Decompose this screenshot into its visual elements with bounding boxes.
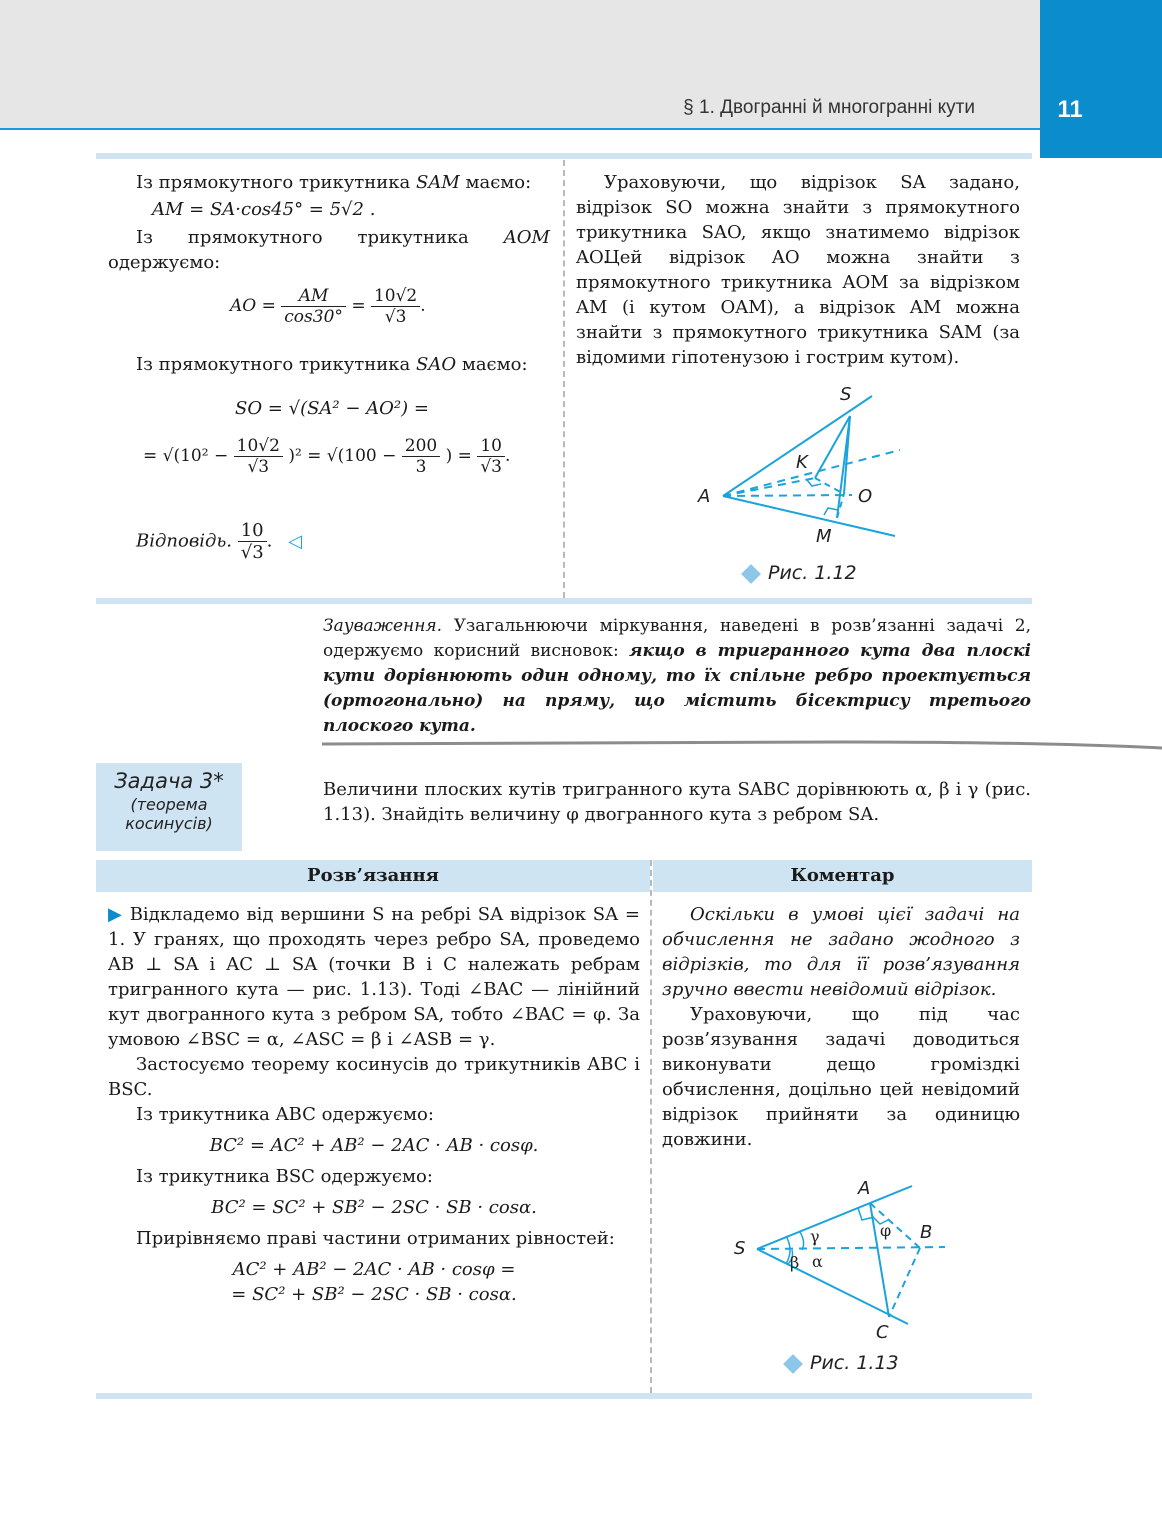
comment-p2: Ураховуючи, що під час розв’язування задачі доводиться виконувати дещо громіздкі обчислення, доцільно цей невідомий відрізок прийняти за одиницю довжини. <box>662 1004 1020 1150</box>
start-triangle-icon: ▶ <box>108 904 123 925</box>
solution-column <box>108 902 640 1307</box>
bottom-rule <box>96 1393 1032 1399</box>
table-header-comment: Коментар <box>653 860 1032 892</box>
label-alpha: α <box>812 1252 823 1271</box>
label-a: A <box>858 1178 871 1199</box>
header-rule <box>0 128 1040 130</box>
figure-1-13 <box>730 1172 960 1342</box>
answer: Відповідь. $\frac{10}{√3}$ . ◁ <box>136 520 302 563</box>
label-phi: φ <box>880 1221 892 1240</box>
label-s: S <box>734 1238 746 1259</box>
edge-ab <box>870 1203 920 1248</box>
task-subtitle-2: косинусів) <box>125 814 213 833</box>
arc-gamma <box>800 1232 804 1250</box>
bisector <box>723 450 900 496</box>
edge-sk <box>815 416 850 478</box>
task-title: Задача 3* <box>114 769 224 793</box>
diamond-icon <box>783 1354 803 1374</box>
solution-p2: Застосуємо теорему косинусів до трикутників ABC і BSC. <box>108 1054 640 1100</box>
solution-p5: Прирівняємо праві частини отриманих рівностей: <box>136 1228 615 1249</box>
equation-final-2: = SC² + SB² − 2SC · SB · cosα. <box>231 1284 517 1305</box>
equation-ao: AO = $\frac{AM}{\cos 30^\circ}$ = $\frac{10√2}{√3}$ . <box>230 286 426 327</box>
equation-so-line1: SO = √(SA² − AO²) = <box>235 398 429 419</box>
task-statement: Величини плоских кутів тригранного кута SABC дорівнюють α, β і γ (рис. 1.13). Знайдіть величину φ двогранного кута з ребром SA. <box>323 779 1031 825</box>
remark: Зауваження. Узагальнюючи міркування, наведені в розв’язанні задачі 2, одержуємо корисний висновок: якщо в тригранного кута два плоскі кути дорівнюють один одному, то їх спільне ребро проектується (ортогонально) на пряму, що містить бісектрису третього плоского кута. <box>323 616 1032 736</box>
comment-sa: Ураховуючи, що відрізок SA задано, відрізок SO можна знайти з прямокутного трикутника SAO, якщо знатимемо відрізок AO. <box>576 172 1020 268</box>
paragraph-aom: Із прямокутного трикутника AOM одержуємо: <box>108 227 550 273</box>
task-label-box <box>96 763 242 851</box>
label-c: C <box>876 1322 889 1342</box>
edge-sb <box>757 1247 945 1249</box>
edge-ao <box>723 495 852 496</box>
page-number: 11 <box>1057 96 1083 123</box>
figure-caption-1-13: Рис. 1.13 <box>786 1352 899 1374</box>
page-number-tab <box>1040 0 1162 158</box>
end-triangle-icon: ◁ <box>288 530 302 552</box>
diamond-icon <box>741 564 761 584</box>
table-header-solution: Розв’язання <box>96 860 650 892</box>
top-rule <box>96 153 1032 159</box>
equation-am: AM = SA·cos45° = 5√2 . <box>152 199 376 220</box>
label-k: K <box>796 452 808 473</box>
equation-bc-1: BC² = AC² + AB² − 2AC · AB · cosφ. <box>209 1135 539 1156</box>
solution-p4: Із трикутника BSC одержуємо: <box>136 1166 433 1187</box>
comment-ao: Цей відрізок AO можна знайти з прямокутного трикутника AOM за відрізком AM (і кутом OAM), а відрізок AM можна знайти з прямокутного трикутника SAM (за відомими гіпотенузою і гострим кутом). <box>576 247 1020 368</box>
task-subtitle-1: (теорема <box>130 795 208 814</box>
equation-so-line2: = √(10² − $\frac{10√2}{√3}$ )² = √(100 − $\frac{200}{3}$ ) = $\frac{10}{√3}$ . <box>143 436 511 477</box>
running-title: § 1. Двогранні й многогранні кути <box>683 97 975 118</box>
paragraph-sao: Із прямокутного трикутника SAO маємо: <box>136 354 528 375</box>
label-a: A <box>698 486 711 507</box>
solution-p3: Із трикутника ABC одержуємо: <box>136 1104 434 1125</box>
remark-underline <box>322 738 1162 752</box>
column-divider-top <box>563 160 565 598</box>
equation-bc-2: BC² = SC² + SB² − 2SC · SB · cosα. <box>211 1197 537 1218</box>
paragraph-sam: Із прямокутного трикутника SAM маємо: <box>136 172 532 193</box>
comment-p1: Оскільки в умові цієї задачі на обчислення не задано жодного з відрізків, то для її розв’язування зручно ввести невідомий відрізок. <box>662 904 1020 1000</box>
label-m: M <box>816 526 832 547</box>
label-s: S <box>840 384 852 405</box>
label-b: B <box>920 1222 933 1243</box>
top-bottom-rule <box>96 598 1032 604</box>
label-beta: β <box>790 1253 800 1272</box>
label-o: O <box>858 486 873 507</box>
equation-final-1: AC² + AB² − 2AC · AB · cosφ = <box>232 1259 516 1280</box>
edge-bc <box>889 1248 920 1317</box>
label-gamma: γ <box>810 1227 820 1246</box>
edge-sc <box>757 1249 908 1324</box>
column-divider-bottom <box>650 860 652 1393</box>
figure-1-12 <box>690 378 910 550</box>
figure-caption-1-12: Рис. 1.12 <box>744 562 857 584</box>
solution-p1: ▶ Відкладемо від вершини S на ребрі SA відрізок SA = 1. У гранях, що проходять через ребро SA, проведемо AB ⊥ SA і AC ⊥ SA (точки B і C належать ребрам тригранного кута — рис. 1.13). Тоді ∠BAC — лінійний кут двогранного кута з ребром SA, тобто ∠BAC = φ. За умовою ∠BSC = α, ∠ASC = β і ∠ASB = γ. <box>108 904 640 1050</box>
right-angle-m <box>824 508 838 515</box>
